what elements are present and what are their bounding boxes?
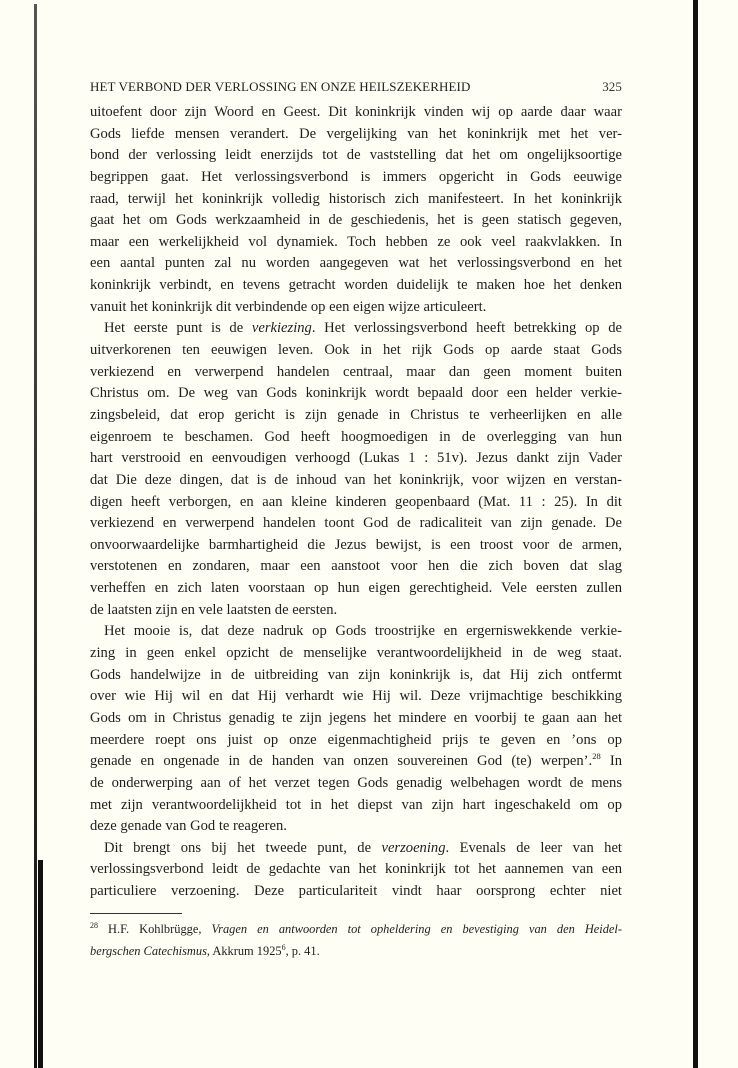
text-run: Gods om in Christus genadig te zijn jegens het mindere en voorbij te gaan aan het <box>90 709 622 726</box>
text-line <box>90 427 622 449</box>
text-line <box>90 102 622 124</box>
text-run: bond der verlossing leidt enerzijds tot de vaststelling dat het om ongelijksoortige <box>90 147 622 164</box>
text-run: . Evenals de leer van het <box>445 839 622 856</box>
text-run: H.F. Kohlbrügge, <box>98 922 212 936</box>
footnote <box>90 922 622 965</box>
text-line <box>90 383 622 405</box>
text-run: koninkrijk verbindt, en tevens getracht worden duidelijk te maken hoe het denken <box>90 277 622 294</box>
text-line <box>90 643 622 665</box>
text-line <box>90 556 622 578</box>
text-line <box>90 686 622 708</box>
footnote-marker: 28 <box>90 921 98 930</box>
text-run: Het eerste punt is de <box>104 320 252 337</box>
text-line <box>90 318 622 340</box>
text-run: Christus om. De weg van Gods koninkrijk wordt bepaald door een helder verkie- <box>90 385 622 402</box>
text-line <box>90 362 622 384</box>
text-run: zing in geen enkel opzicht de menselijke verantwoordelijkheid in de weg staat. <box>90 645 622 662</box>
text-line <box>90 621 622 643</box>
text-line <box>90 513 622 535</box>
text-line <box>90 470 622 492</box>
scan-edge-right <box>693 0 698 1068</box>
text-run: dat Die deze dingen, dat is de inhoud van het koninkrijk, voor wijzen en verstan- <box>90 471 622 488</box>
text-run: Gods liefde mensen verandert. De vergelijking van het koninkrijk met het ver- <box>90 125 622 142</box>
text-line <box>90 492 622 514</box>
text-line <box>90 881 622 903</box>
italic-text: verzoening <box>381 839 446 856</box>
text-run: de onderwerping aan of het verzet tegen Gods genadig welbehagen wordt de mens <box>90 774 622 791</box>
text-run: uitoefent door zijn Woord en Geest. Dit koninkrijk vinden wij op aarde daar waar <box>90 104 622 120</box>
text-line <box>90 730 622 752</box>
text-run: vanuit het koninkrijk dit verbindende op een eigen wijze articuleert. <box>90 298 487 315</box>
italic-text: verkiezing <box>251 320 312 337</box>
text-run: verstotenen en zondaren, maar een aanstoot voor hen die zich boven dat slag <box>90 558 622 575</box>
page-number: 325 <box>602 79 622 94</box>
text-line <box>90 600 622 622</box>
running-header <box>90 79 622 97</box>
text-run: meerdere roept ons juist op onze eigenmachtigheid prijs te geven en ’ons op <box>90 731 622 748</box>
text-line <box>90 578 622 600</box>
text-line <box>90 405 622 427</box>
text-run: begrippen gaat. Het verlossingsverbond is immers opgericht in Gods eeuwige <box>90 168 622 185</box>
text-line <box>90 275 622 297</box>
text-run: , p. 41. <box>285 943 320 958</box>
footnote-rule <box>90 913 182 914</box>
text-run: In <box>600 753 622 770</box>
footnote-marker: 28 <box>592 751 601 762</box>
italic-text: Vragen en antwoorden tot opheldering en bevestiging van den Heidel- <box>211 922 622 936</box>
footnote-marker: 6 <box>281 942 286 952</box>
text-run: Gods handelwijze in de uitbreiding van zijn koninkrijk is, dat Hij zich ontfermt <box>90 666 622 683</box>
text-run: een aantal punten zal nu worden aangegeven wat het verlossingsverbond en het <box>90 255 622 272</box>
text-run: digen heeft verborgen, en aan kleine kinderen geopenbaard (Mat. 11 : 25). In dit <box>90 493 622 510</box>
text-line <box>90 859 622 881</box>
text-run: raad, terwijl het koninkrijk volledig historisch zich manifesteert. In het koninkrijk <box>90 190 622 207</box>
text-run: genade en ongenade in de handen van onzen souvereinen God (te) werpen’. <box>90 753 593 770</box>
text-run: onvoorwaardelijke barmhartigheid die Jezus bewijst, is een troost voor de armen, <box>90 536 622 553</box>
text-line <box>90 448 622 470</box>
text-line <box>90 167 622 189</box>
text-run: verheffen en zich laten voorstaan op hun eigen gerechtigheid. Vele eersten zullen <box>90 580 622 597</box>
text-line <box>90 751 622 773</box>
text-line <box>90 773 622 795</box>
text-run: verkiezend en verwerpend handelen centraal, maar dan geen moment buiten <box>90 363 622 380</box>
text-run: particuliere verzoening. Deze particulariteit vindt haar oorsprong echter niet <box>90 883 622 900</box>
scan-edge-left-shadow <box>38 860 43 1068</box>
text-run: gaat het om Gods werkzaamheid in de geschiedenis, het is geen statisch gegeven, <box>90 212 622 229</box>
scan-edge-left <box>34 4 37 1068</box>
footnote-line <box>90 944 622 966</box>
footnote-line <box>90 922 622 944</box>
text-line <box>90 145 622 167</box>
text-run: verlossingsverbond leidt de gedachte van het koninkrijk tot het aannemen van een <box>90 861 622 878</box>
text-run: de laatsten zijn en vele laatsten de eersten. <box>90 601 338 618</box>
text-run: eigenroem te beschamen. God heeft hoogmoedigen in de overlegging van hun <box>90 428 622 445</box>
text-line <box>90 535 622 557</box>
text-run: zingsbeleid, dat erop gericht is zijn genade in Christus te verheerlijken en alle <box>90 406 622 423</box>
text-line <box>90 210 622 232</box>
text-line <box>90 189 622 211</box>
text-run: met zijn verantwoordelijkheid tot in het diepst van zijn hart ingeschakeld om op <box>90 796 622 813</box>
text-run: hart verstrooid en eenvoudigen verhoogd (Lukas 1 : 51v). Jezus dankt zijn Vader <box>90 450 622 467</box>
running-title: HET VERBOND DER VERLOSSING EN ONZE HEILSZEKERHEID <box>90 79 471 94</box>
text-line <box>90 838 622 860</box>
text-run: Het mooie is, dat deze nadruk op Gods troostrijke en ergerniswekkende verkie- <box>104 623 622 640</box>
text-run: . Het verlossingsverbond heeft betrekking op de <box>311 320 622 337</box>
text-run: maar een werkelijkheid vol dynamiek. Toch hebben ze ook veel raakvlakken. In <box>90 233 622 250</box>
text-line <box>90 816 622 838</box>
text-run: verkiezend en verwerpend handelen toont God de radicaliteit van zijn genade. De <box>90 515 622 532</box>
text-line <box>90 665 622 687</box>
text-line <box>90 297 622 319</box>
text-line <box>90 124 622 146</box>
text-run: , Akkrum 1925 <box>206 943 282 958</box>
text-run: uitverkorenen ten eeuwigen leven. Ook in het rijk Gods op aarde staat Gods <box>90 342 622 359</box>
text-line <box>90 795 622 817</box>
body-text <box>90 102 622 903</box>
text-line <box>90 232 622 254</box>
text-line <box>90 253 622 275</box>
text-run: deze genade van God te reageren. <box>90 818 287 835</box>
text-line <box>90 708 622 730</box>
italic-text: bergschen Catechismus <box>90 943 207 958</box>
text-run: over wie Hij wil en dat Hij verhardt wie Hij wil. Deze vrijmachtige beschikking <box>90 688 622 705</box>
text-line <box>90 340 622 362</box>
text-run: Dit brengt ons bij het tweede punt, de <box>104 839 382 856</box>
